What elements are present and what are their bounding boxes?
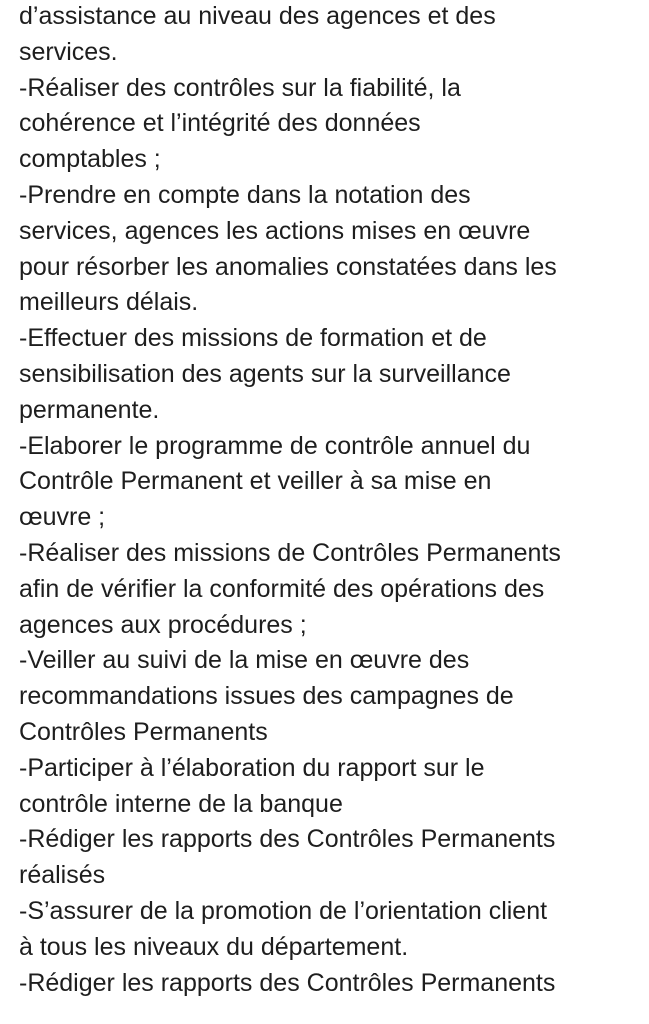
text-line: -Participer à l’élaboration du rapport sur le: [19, 753, 485, 782]
text-line: -Rédiger les rapports des Contrôles Permanents: [19, 825, 556, 854]
text-line: agences aux procédures ;: [19, 610, 307, 639]
text-line: comptables ;: [19, 145, 161, 174]
text-line: -Réaliser des missions de Contrôles Permanents: [19, 538, 561, 567]
text-line: services, agences les actions mises en œuvre: [19, 216, 531, 245]
text-line: à tous les niveaux du département.: [19, 932, 409, 961]
text-line: -Elaborer le programme de contrôle annuel du: [19, 431, 531, 460]
text-line: œuvre ;: [19, 503, 106, 532]
text-line: afin de vérifier la conformité des opérations des: [19, 574, 545, 603]
text-line: -Rédiger les rapports des Contrôles Permanents: [19, 968, 556, 997]
text-line: contrôle interne de la banque: [19, 789, 343, 818]
text-line: -Prendre en compte dans la notation des: [19, 180, 471, 209]
text-line: -Réaliser des contrôles sur la fiabilité, la: [19, 73, 461, 102]
text-line: Contrôles Permanents: [19, 717, 268, 746]
text-line: permanente.: [19, 395, 160, 424]
text-line: Contrôle Permanent et veiller à sa mise en: [19, 467, 492, 496]
text-line: -Effectuer des missions de formation et de: [19, 324, 487, 353]
text-line: services.: [19, 37, 118, 66]
text-line: recommandations issues des campagnes de: [19, 682, 514, 711]
document-body: [19, 0, 644, 1001]
text-line: sensibilisation des agents sur la surveillance: [19, 359, 511, 388]
text-line: meilleurs délais.: [19, 288, 199, 317]
text-line: cohérence et l’intégrité des données: [19, 109, 421, 138]
text-line: -Veiller au suivi de la mise en œuvre des: [19, 646, 470, 675]
text-line: d’assistance au niveau des agences et des: [19, 2, 496, 30]
text-line: réalisés: [19, 861, 106, 890]
text-line: pour résorber les anomalies constatées dans les: [19, 252, 557, 281]
text-line: -S’assurer de la promotion de l’orientation client: [19, 896, 548, 925]
